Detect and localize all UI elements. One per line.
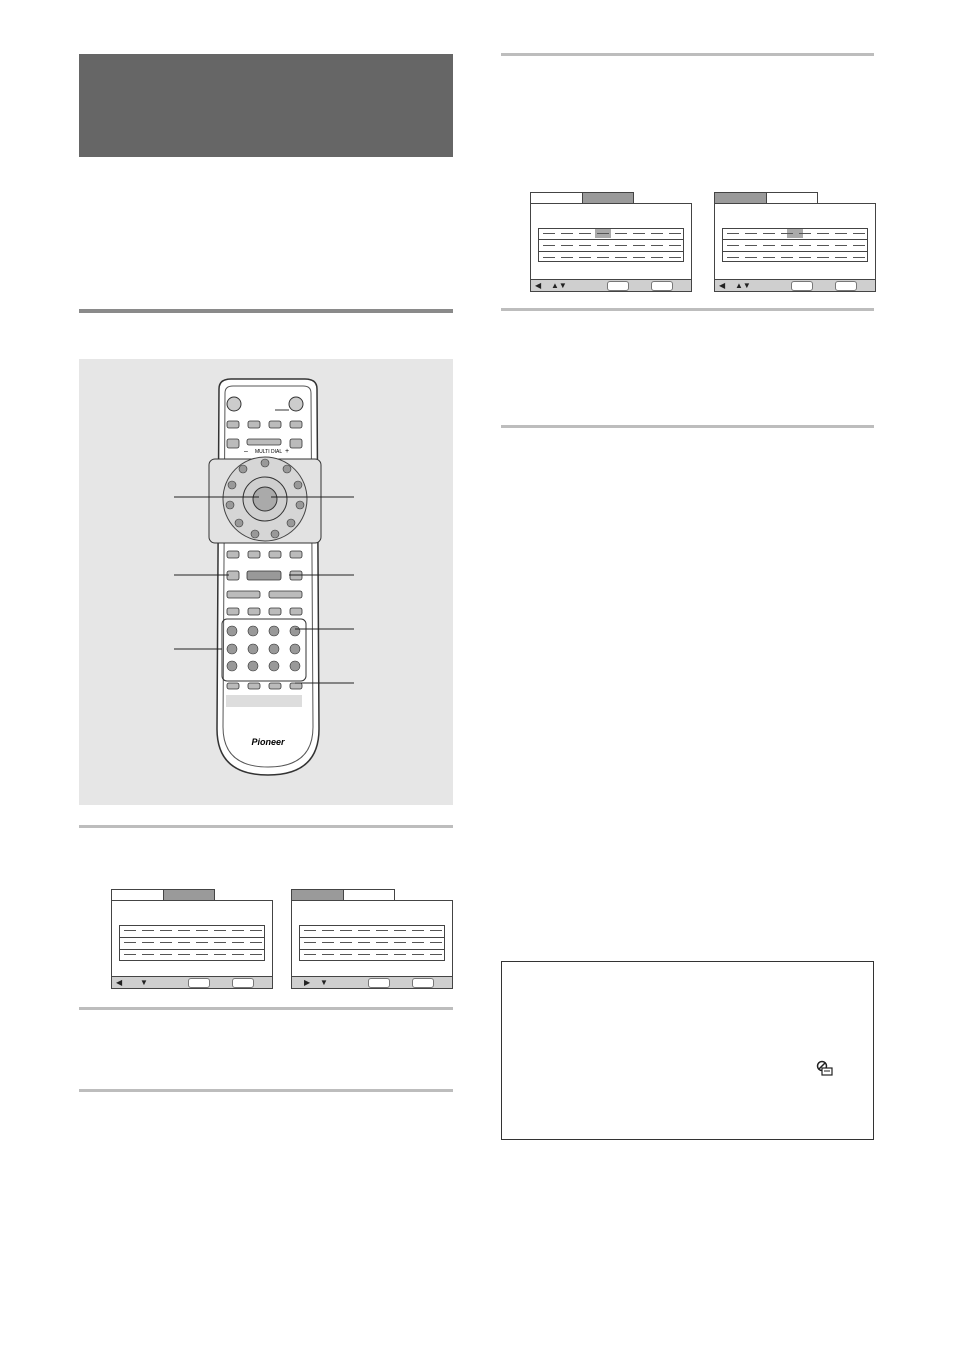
section-divider <box>79 309 453 313</box>
menu-screen-d <box>714 192 876 292</box>
triangle-left-icon: ◀ <box>719 281 726 290</box>
step-divider <box>79 1089 453 1092</box>
menu-row-placeholder <box>781 245 793 246</box>
menu-row-placeholder <box>633 257 645 258</box>
menu-row-placeholder <box>304 954 316 955</box>
menu-row-placeholder <box>322 942 334 943</box>
menu-row-placeholder <box>745 233 757 234</box>
menu-row-placeholder <box>322 954 334 955</box>
menu-row-placeholder <box>669 245 681 246</box>
step-divider <box>79 1007 453 1010</box>
menu-row-placeholder <box>250 942 262 943</box>
menu-row-placeholder <box>615 233 627 234</box>
menu-row-placeholder <box>579 245 591 246</box>
menu-row-placeholder <box>633 233 645 234</box>
svg-text:–: – <box>244 448 248 455</box>
menu-row-placeholder <box>579 233 591 234</box>
menu-row-placeholder <box>543 233 555 234</box>
menu-row-placeholder <box>669 257 681 258</box>
menu-row-placeholder <box>232 942 244 943</box>
menu-row-placeholder <box>376 942 388 943</box>
menu-row-placeholder <box>651 245 663 246</box>
menu-row-placeholder <box>561 257 573 258</box>
triangle-down-icon: ▼ <box>140 978 148 987</box>
menu-row-placeholder <box>412 930 424 931</box>
menu-row-placeholder <box>669 233 681 234</box>
menu-row-placeholder <box>358 954 370 955</box>
menu-row-placeholder <box>142 954 154 955</box>
menu-row-placeholder <box>214 954 226 955</box>
menu-row-placeholder <box>835 233 847 234</box>
menu-row-placeholder <box>561 233 573 234</box>
menu-screen-a <box>111 889 273 989</box>
triangle-down-icon: ▼ <box>320 978 328 987</box>
menu-row-placeholder <box>160 954 172 955</box>
menu-row-placeholder <box>727 257 739 258</box>
menu-row-placeholder <box>561 245 573 246</box>
menu-row-placeholder <box>745 257 757 258</box>
menu-row-placeholder <box>394 954 406 955</box>
menu-row-placeholder <box>178 954 190 955</box>
menu-row-placeholder <box>727 233 739 234</box>
menu-row-placeholder <box>853 233 865 234</box>
menu-row-placeholder <box>651 233 663 234</box>
menu-row-placeholder <box>340 942 352 943</box>
menu-row-placeholder <box>250 930 262 931</box>
menu-row-placeholder <box>817 257 829 258</box>
menu-row-placeholder <box>579 257 591 258</box>
triangle-left-icon: ◀ <box>116 978 123 987</box>
note-box <box>501 961 874 1140</box>
menu-row-placeholder <box>304 930 316 931</box>
menu-row-placeholder <box>142 930 154 931</box>
menu-row-placeholder <box>853 245 865 246</box>
menu-row-placeholder <box>322 930 334 931</box>
menu-row-placeholder <box>160 942 172 943</box>
menu-row-placeholder <box>835 245 847 246</box>
menu-row-placeholder <box>430 954 442 955</box>
menu-row-placeholder <box>799 245 811 246</box>
menu-row-placeholder <box>543 257 555 258</box>
triangle-right-icon: ▶ <box>304 978 311 987</box>
menu-row-placeholder <box>597 245 609 246</box>
menu-screen-c <box>530 192 692 292</box>
menu-row-placeholder <box>394 930 406 931</box>
menu-row-placeholder <box>142 942 154 943</box>
menu-row-placeholder <box>633 245 645 246</box>
step-divider <box>501 53 874 56</box>
menu-row-placeholder <box>340 954 352 955</box>
menu-row-placeholder <box>250 954 262 955</box>
menu-row-placeholder <box>763 233 775 234</box>
step-divider <box>501 308 874 311</box>
multi-dial-label: MULTI DIAL <box>255 449 283 455</box>
menu-row-placeholder <box>853 257 865 258</box>
menu-row-placeholder <box>597 233 609 234</box>
menu-row-placeholder <box>196 954 208 955</box>
menu-row-placeholder <box>799 233 811 234</box>
menu-row-placeholder <box>214 942 226 943</box>
triangle-updown-icon: ▲▼ <box>551 281 567 290</box>
step-divider <box>79 825 453 828</box>
menu-row-placeholder <box>376 930 388 931</box>
menu-row-placeholder <box>727 245 739 246</box>
prohibit-icon <box>816 1060 834 1076</box>
menu-screen-b <box>291 889 453 989</box>
step-divider <box>501 425 874 428</box>
menu-row-placeholder <box>412 954 424 955</box>
menu-row-placeholder <box>817 245 829 246</box>
menu-row-placeholder <box>358 930 370 931</box>
svg-text:+: + <box>285 448 290 455</box>
menu-row-placeholder <box>196 942 208 943</box>
brand-logo: Pioneer <box>251 737 285 747</box>
menu-row-placeholder <box>543 245 555 246</box>
menu-row-placeholder <box>430 930 442 931</box>
remote-control-illustration <box>79 359 453 805</box>
menu-row-placeholder <box>178 942 190 943</box>
menu-row-placeholder <box>781 257 793 258</box>
menu-row-placeholder <box>615 257 627 258</box>
menu-row-placeholder <box>781 233 793 234</box>
menu-row-placeholder <box>394 942 406 943</box>
menu-row-placeholder <box>214 930 226 931</box>
menu-row-placeholder <box>124 930 136 931</box>
menu-row-placeholder <box>745 245 757 246</box>
menu-row-placeholder <box>160 930 172 931</box>
menu-row-placeholder <box>412 942 424 943</box>
triangle-left-icon: ◀ <box>535 281 542 290</box>
menu-row-placeholder <box>763 245 775 246</box>
menu-row-placeholder <box>232 930 244 931</box>
triangle-updown-icon: ▲▼ <box>735 281 751 290</box>
menu-row-placeholder <box>763 257 775 258</box>
menu-row-placeholder <box>358 942 370 943</box>
menu-row-placeholder <box>651 257 663 258</box>
menu-row-placeholder <box>196 930 208 931</box>
menu-row-placeholder <box>304 942 316 943</box>
menu-row-placeholder <box>124 942 136 943</box>
menu-row-placeholder <box>597 257 609 258</box>
section-title-block <box>79 54 453 157</box>
menu-row-placeholder <box>615 245 627 246</box>
menu-row-placeholder <box>817 233 829 234</box>
menu-row-placeholder <box>178 930 190 931</box>
menu-row-placeholder <box>430 942 442 943</box>
menu-row-placeholder <box>376 954 388 955</box>
menu-row-placeholder <box>340 930 352 931</box>
remote-illustration-panel <box>79 359 453 805</box>
menu-row-placeholder <box>799 257 811 258</box>
menu-row-placeholder <box>835 257 847 258</box>
menu-row-placeholder <box>124 954 136 955</box>
menu-row-placeholder <box>232 954 244 955</box>
